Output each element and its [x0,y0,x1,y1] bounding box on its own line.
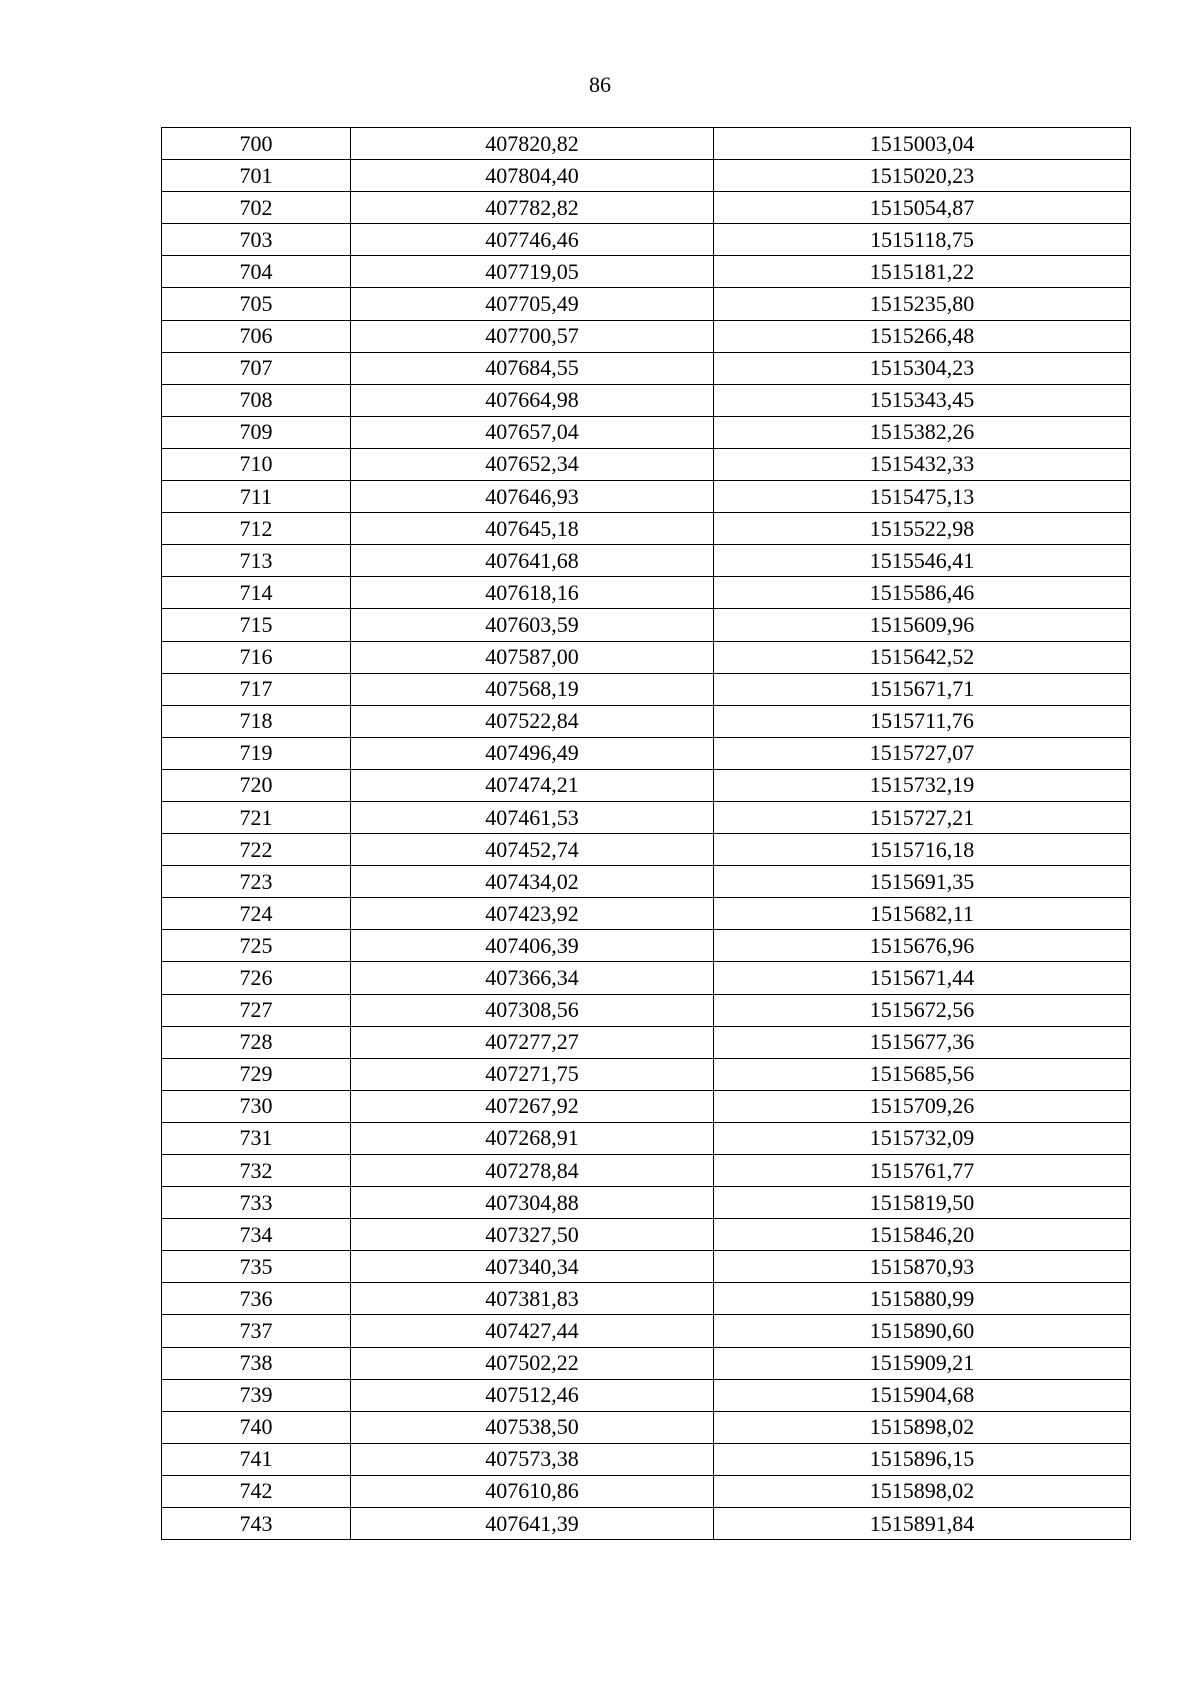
table-row [162,256,1131,288]
x-coordinate-cell: 407366,34 [351,962,714,994]
table-row [162,1475,1131,1507]
y-coordinate-cell: 1515716,18 [714,834,1131,866]
x-coordinate-cell: 407652,34 [351,448,714,480]
point-number-cell: 741 [162,1443,351,1475]
table-row [162,448,1131,480]
x-coordinate-cell: 407340,34 [351,1251,714,1283]
y-coordinate-cell: 1515382,26 [714,416,1131,448]
table-row [162,962,1131,994]
y-coordinate-cell: 1515819,50 [714,1187,1131,1219]
point-number-cell: 732 [162,1155,351,1187]
x-coordinate-cell: 407568,19 [351,673,714,705]
y-coordinate-cell: 1515732,19 [714,769,1131,801]
point-number-cell: 713 [162,545,351,577]
point-number-cell: 731 [162,1122,351,1154]
table-row [162,1187,1131,1219]
table-row [162,160,1131,192]
x-coordinate-cell: 407327,50 [351,1219,714,1251]
x-coordinate-cell: 407268,91 [351,1122,714,1154]
y-coordinate-cell: 1515709,26 [714,1090,1131,1122]
table-row [162,705,1131,737]
x-coordinate-cell: 407603,59 [351,609,714,641]
point-number-cell: 726 [162,962,351,994]
table-row [162,609,1131,641]
x-coordinate-cell: 407618,16 [351,577,714,609]
y-coordinate-cell: 1515671,71 [714,673,1131,705]
point-number-cell: 733 [162,1187,351,1219]
table-row [162,1155,1131,1187]
x-coordinate-cell: 407684,55 [351,352,714,384]
table-row [162,513,1131,545]
y-coordinate-cell: 1515672,56 [714,994,1131,1026]
point-number-cell: 706 [162,320,351,352]
x-coordinate-cell: 407700,57 [351,320,714,352]
y-coordinate-cell: 1515235,80 [714,288,1131,320]
y-coordinate-cell: 1515676,96 [714,930,1131,962]
y-coordinate-cell: 1515609,96 [714,609,1131,641]
x-coordinate-cell: 407645,18 [351,513,714,545]
x-coordinate-cell: 407496,49 [351,737,714,769]
point-number-cell: 724 [162,898,351,930]
y-coordinate-cell: 1515880,99 [714,1283,1131,1315]
x-coordinate-cell: 407782,82 [351,192,714,224]
x-coordinate-cell: 407267,92 [351,1090,714,1122]
x-coordinate-cell: 407804,40 [351,160,714,192]
y-coordinate-cell: 1515761,77 [714,1155,1131,1187]
y-coordinate-cell: 1515266,48 [714,320,1131,352]
table-row [162,545,1131,577]
table-row [162,288,1131,320]
point-number-cell: 701 [162,160,351,192]
x-coordinate-cell: 407434,02 [351,866,714,898]
y-coordinate-cell: 1515691,35 [714,866,1131,898]
table-row [162,866,1131,898]
table-row [162,224,1131,256]
y-coordinate-cell: 1515432,33 [714,448,1131,480]
point-number-cell: 728 [162,1026,351,1058]
x-coordinate-cell: 407406,39 [351,930,714,962]
point-number-cell: 714 [162,577,351,609]
point-number-cell: 717 [162,673,351,705]
x-coordinate-cell: 407746,46 [351,224,714,256]
page-number: 86 [589,72,611,97]
y-coordinate-cell: 1515475,13 [714,481,1131,513]
x-coordinate-cell: 407308,56 [351,994,714,1026]
point-number-cell: 729 [162,1058,351,1090]
point-number-cell: 711 [162,481,351,513]
point-number-cell: 721 [162,801,351,833]
y-coordinate-cell: 1515003,04 [714,128,1131,160]
table-row [162,1058,1131,1090]
x-coordinate-cell: 407304,88 [351,1187,714,1219]
y-coordinate-cell: 1515682,11 [714,898,1131,930]
x-coordinate-cell: 407646,93 [351,481,714,513]
table-row [162,898,1131,930]
x-coordinate-cell: 407277,27 [351,1026,714,1058]
y-coordinate-cell: 1515846,20 [714,1219,1131,1251]
coordinates-table-body [162,128,1131,1540]
y-coordinate-cell: 1515898,02 [714,1411,1131,1443]
table-row [162,834,1131,866]
point-number-cell: 705 [162,288,351,320]
table-row [162,352,1131,384]
point-number-cell: 734 [162,1219,351,1251]
x-coordinate-cell: 407461,53 [351,801,714,833]
point-number-cell: 700 [162,128,351,160]
point-number-cell: 743 [162,1508,351,1540]
table-row [162,769,1131,801]
y-coordinate-cell: 1515732,09 [714,1122,1131,1154]
table-row [162,416,1131,448]
x-coordinate-cell: 407271,75 [351,1058,714,1090]
point-number-cell: 738 [162,1347,351,1379]
point-number-cell: 716 [162,641,351,673]
table-row [162,801,1131,833]
y-coordinate-cell: 1515904,68 [714,1379,1131,1411]
point-number-cell: 709 [162,416,351,448]
y-coordinate-cell: 1515020,23 [714,160,1131,192]
point-number-cell: 707 [162,352,351,384]
y-coordinate-cell: 1515181,22 [714,256,1131,288]
point-number-cell: 740 [162,1411,351,1443]
point-number-cell: 703 [162,224,351,256]
y-coordinate-cell: 1515711,76 [714,705,1131,737]
y-coordinate-cell: 1515677,36 [714,1026,1131,1058]
x-coordinate-cell: 407474,21 [351,769,714,801]
x-coordinate-cell: 407538,50 [351,1411,714,1443]
point-number-cell: 710 [162,448,351,480]
table-row [162,1315,1131,1347]
y-coordinate-cell: 1515054,87 [714,192,1131,224]
y-coordinate-cell: 1515685,56 [714,1058,1131,1090]
table-row [162,1379,1131,1411]
x-coordinate-cell: 407641,68 [351,545,714,577]
x-coordinate-cell: 407610,86 [351,1475,714,1507]
x-coordinate-cell: 407522,84 [351,705,714,737]
x-coordinate-cell: 407573,38 [351,1443,714,1475]
table-row [162,1122,1131,1154]
x-coordinate-cell: 407423,92 [351,898,714,930]
table-row [162,1443,1131,1475]
table-row [162,1219,1131,1251]
y-coordinate-cell: 1515304,23 [714,352,1131,384]
y-coordinate-cell: 1515586,46 [714,577,1131,609]
point-number-cell: 725 [162,930,351,962]
table-row [162,1251,1131,1283]
point-number-cell: 739 [162,1379,351,1411]
y-coordinate-cell: 1515870,93 [714,1251,1131,1283]
x-coordinate-cell: 407427,44 [351,1315,714,1347]
table-row [162,641,1131,673]
table-row [162,320,1131,352]
x-coordinate-cell: 407502,22 [351,1347,714,1379]
point-number-cell: 718 [162,705,351,737]
table-row [162,1508,1131,1540]
y-coordinate-cell: 1515898,02 [714,1475,1131,1507]
x-coordinate-cell: 407719,05 [351,256,714,288]
x-coordinate-cell: 407657,04 [351,416,714,448]
y-coordinate-cell: 1515522,98 [714,513,1131,545]
coordinates-table [161,127,1131,1540]
table-row [162,1090,1131,1122]
y-coordinate-cell: 1515642,52 [714,641,1131,673]
table-row [162,930,1131,962]
x-coordinate-cell: 407381,83 [351,1283,714,1315]
point-number-cell: 708 [162,384,351,416]
y-coordinate-cell: 1515118,75 [714,224,1131,256]
y-coordinate-cell: 1515727,07 [714,737,1131,769]
point-number-cell: 704 [162,256,351,288]
table-row [162,384,1131,416]
table-row [162,192,1131,224]
table-row [162,994,1131,1026]
point-number-cell: 712 [162,513,351,545]
y-coordinate-cell: 1515890,60 [714,1315,1131,1347]
y-coordinate-cell: 1515909,21 [714,1347,1131,1379]
point-number-cell: 736 [162,1283,351,1315]
table-row [162,577,1131,609]
y-coordinate-cell: 1515891,84 [714,1508,1131,1540]
table-row [162,737,1131,769]
table-row [162,1283,1131,1315]
x-coordinate-cell: 407452,74 [351,834,714,866]
y-coordinate-cell: 1515546,41 [714,545,1131,577]
point-number-cell: 742 [162,1475,351,1507]
table-row [162,1026,1131,1058]
x-coordinate-cell: 407512,46 [351,1379,714,1411]
point-number-cell: 722 [162,834,351,866]
table-row [162,1347,1131,1379]
point-number-cell: 723 [162,866,351,898]
x-coordinate-cell: 407820,82 [351,128,714,160]
y-coordinate-cell: 1515727,21 [714,801,1131,833]
point-number-cell: 715 [162,609,351,641]
x-coordinate-cell: 407641,39 [351,1508,714,1540]
table-row [162,673,1131,705]
y-coordinate-cell: 1515343,45 [714,384,1131,416]
y-coordinate-cell: 1515671,44 [714,962,1131,994]
point-number-cell: 702 [162,192,351,224]
x-coordinate-cell: 407705,49 [351,288,714,320]
point-number-cell: 727 [162,994,351,1026]
point-number-cell: 720 [162,769,351,801]
table-row [162,481,1131,513]
x-coordinate-cell: 407278,84 [351,1155,714,1187]
point-number-cell: 737 [162,1315,351,1347]
x-coordinate-cell: 407587,00 [351,641,714,673]
point-number-cell: 730 [162,1090,351,1122]
table-row [162,1411,1131,1443]
x-coordinate-cell: 407664,98 [351,384,714,416]
y-coordinate-cell: 1515896,15 [714,1443,1131,1475]
point-number-cell: 719 [162,737,351,769]
table-row [162,128,1131,160]
point-number-cell: 735 [162,1251,351,1283]
